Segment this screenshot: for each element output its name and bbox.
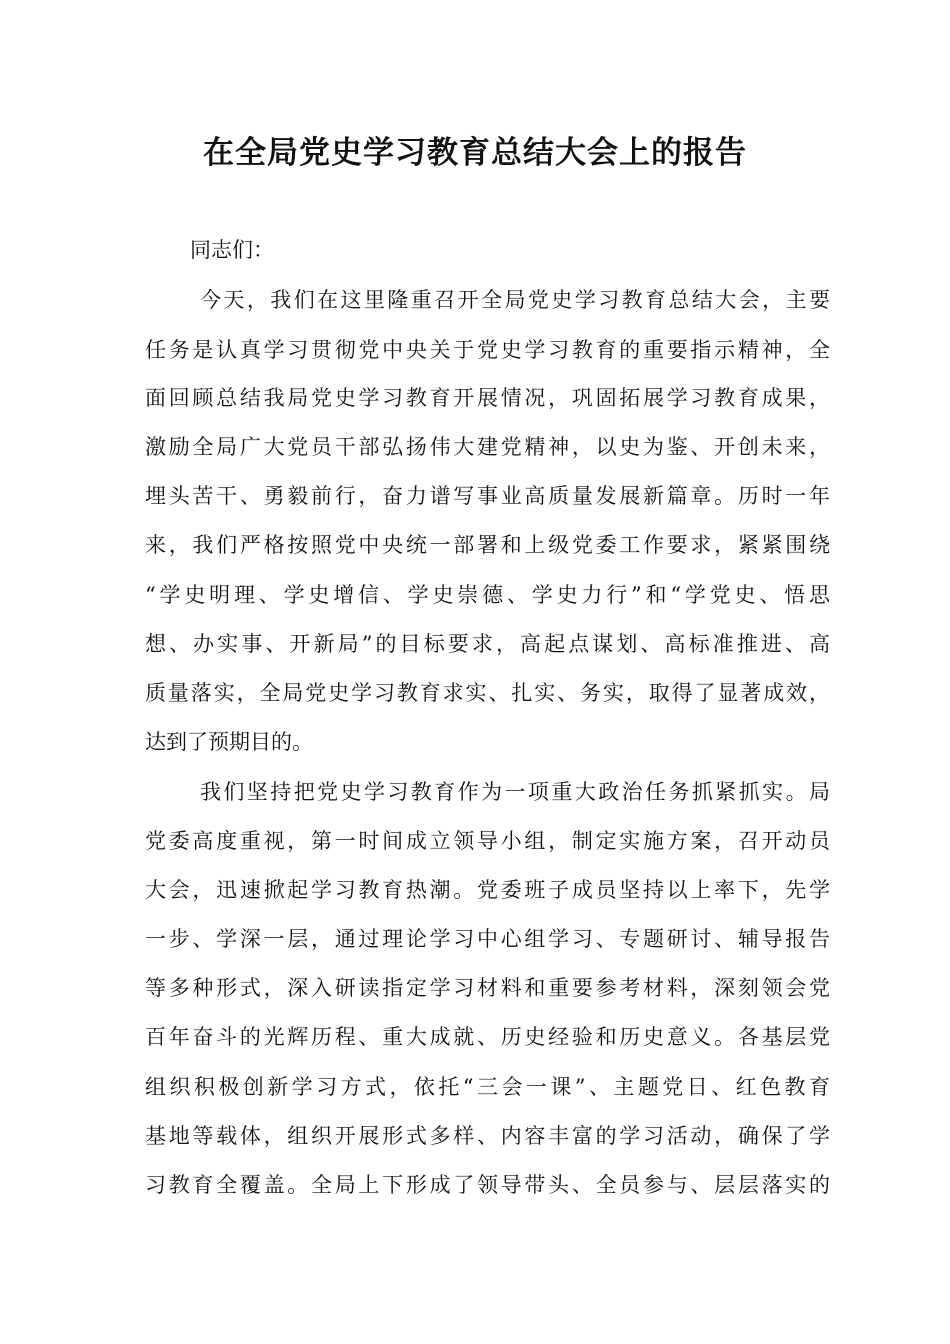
- paragraph-line: 一步、学深一层，通过理论学习中心组学习、专题研讨、辅导报告: [145, 927, 830, 951]
- paragraph-line: 面回顾总结我局党史学习教育开展情况，巩固拓展学习教育成果，: [145, 386, 830, 410]
- paragraph-line: 激励全局广大党员干部弘扬伟大建党精神，以史为鉴、开创未来，: [145, 435, 830, 459]
- paragraph-line: 埋头苦干、勇毅前行，奋力谱写事业高质量发展新篇章。历时一年: [145, 484, 830, 508]
- paragraph-line: “学史明理、学史增信、学史崇德、学史力行”和“学党史、悟思: [145, 583, 830, 607]
- paragraph-line: 基地等载体，组织开展形式多样、内容丰富的学习活动，确保了学: [145, 1124, 830, 1148]
- paragraph-line: 达到了预期目的。: [145, 730, 313, 754]
- paragraph-line: 质量落实，全局党史学习教育求实、扎实、务实，取得了显著成效，: [145, 681, 830, 705]
- paragraph-line: 组织积极创新学习方式，依托“三会一课”、主题党日、红色教育: [145, 1075, 830, 1099]
- paragraph-line: 我们坚持把党史学习教育作为一项重大政治任务抓紧抓实。局: [200, 780, 830, 804]
- paragraph-line: 任务是认真学习贯彻党中央关于党史学习教育的重要指示精神，全: [145, 338, 830, 362]
- paragraph-line: 今天，我们在这里隆重召开全局党史学习教育总结大会，主要: [200, 288, 830, 312]
- paragraph-line: 来，我们严格按照党中央统一部署和上级党委工作要求，紧紧围绕: [145, 533, 830, 557]
- paragraph-line: 想、办实事、开新局”的目标要求，高起点谋划、高标准推进、高: [145, 632, 830, 656]
- paragraph-line: 等多种形式，深入研读指定学习材料和重要参考材料，深刻领会党: [145, 976, 830, 1000]
- paragraph-line: 大会，迅速掀起学习教育热潮。党委班子成员坚持以上率下，先学: [145, 878, 830, 902]
- document-title: 在全局党史学习教育总结大会上的报告: [203, 135, 747, 171]
- paragraph-line: 习教育全覆盖。全局上下形成了领导带头、全员参与、层层落实的: [145, 1173, 830, 1197]
- salutation: 同志们：: [190, 238, 274, 262]
- paragraph-line: 党委高度重视，第一时间成立领导小组，制定实施方案，召开动员: [145, 829, 830, 853]
- paragraph-line: 百年奋斗的光辉历程、重大成就、历史经验和历史意义。各基层党: [145, 1025, 830, 1049]
